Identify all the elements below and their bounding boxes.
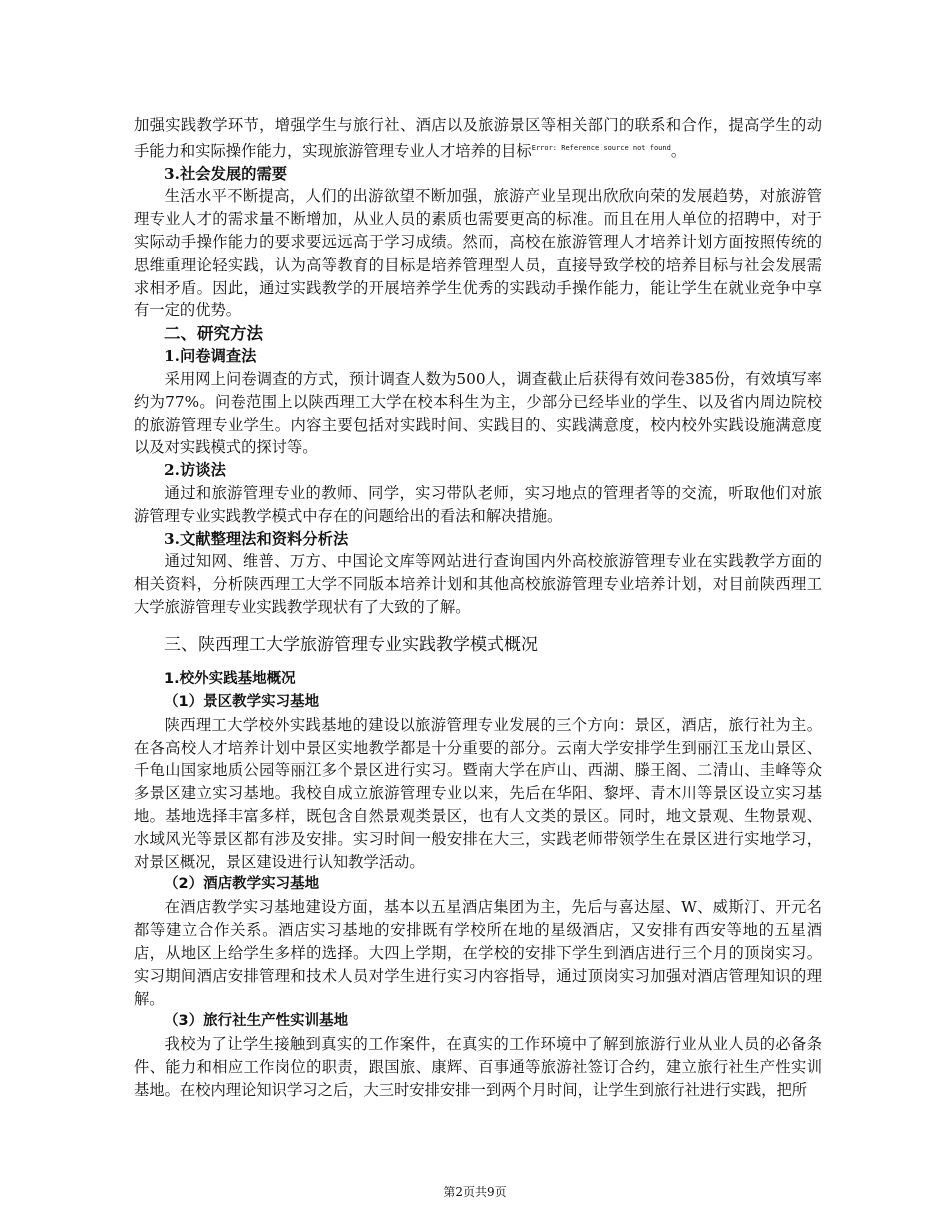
- paragraph-agency-base: 我校为了让学生接触到真实的工作案件，在真实的工作环境中了解到旅游行业从业人员的必备条件、能力和相应工作岗位的职责，跟国旅、康辉、百事通等旅游社签订合约，建立旅行社生产性实训基地。在校内理论知识学习之后，大三时安排安排一到两个月时间，让学生到旅行社进行实践，把所: [134, 1035, 822, 1099]
- reference-error: Error: Reference source not found: [531, 143, 671, 152]
- paragraph-interview: 通过和旅游管理专业的教师、同学，实习带队老师，实习地点的管理者等的交流，听取他们对旅游管理专业实践教学模式中存在的问题给出的看法和解决措施。: [134, 483, 822, 525]
- heading-agency-base: （3）旅行社生产性实训基地: [164, 1013, 349, 1030]
- heading-social-needs: 3.社会发展的需要: [164, 164, 288, 183]
- page-footer: [0, 1184, 950, 1200]
- page-body: [134, 114, 822, 1102]
- heading-research-methods: 二、研究方法: [164, 324, 263, 344]
- paragraph-end: 。: [670, 141, 687, 160]
- heading-scenic-base: （1）景区教学实习基地: [164, 693, 320, 710]
- page-number: 第2页共9页: [443, 1185, 507, 1199]
- heading-offcampus-base: 1.校外实践基地概况: [164, 670, 296, 687]
- heading-survey: 1.问卷调查法: [164, 347, 257, 366]
- paragraph-hotel-base: 在酒店教学实习基地建设方面，基本以五星酒店集团为主，先后与喜达屋、W、威斯汀、开元名都等建立合作关系。酒店实习基地的安排既有学校所在地的星级酒店，又安排有西安等地的五星酒店，从地区上给学生多样的选择。大四上学期，在学校的安排下学生到酒店进行三个月的顶岗实习。实习期间酒店安排管理和技术人员对学生进行实习内容指导，通过顶岗实习加强对酒店管理知识的理解。: [134, 898, 822, 1008]
- paragraph-survey: 采用网上问卷调查的方式，预计调查人数为500人，调查截止后获得有效问卷385份，有效填写率约为77%。问卷范围上以陕西理工大学在校本科生为主，少部分已经毕业的学生、以及省内周边院校的旅游管理专业学生。内容主要包括对实践时间、实践目的、实践满意度，校内校外实践设施满意度以及对实践模式的探讨等。: [134, 369, 822, 457]
- heading-section-three: 三、陕西理工大学旅游管理专业实践教学模式概况: [164, 634, 538, 655]
- paragraph-social-needs: 生活水平不断提高，人们的出游欲望不断加强，旅游产业呈现出欣欣向荣的发展趋势，对旅游管理专业人才的需求量不断增加，从业人员的素质也需要更高的标准。而且在用人单位的招聘中，对于实际动手操作能力的要求要远远高于学习成绩。然而，高校在旅游管理人才培养计划方面按照传统的思维重理论轻实践，认为高等教育的目标是培养管理型人员，直接导致学校的培养目标与社会发展需求相矛盾。因此，通过实践教学的开展培养学生优秀的实践动手操作能力，能让学生在就业竞争中享有一定的优势。: [134, 187, 822, 320]
- paragraph-continued: [134, 114, 822, 163]
- paragraph-text: 加强实践教学环节，增强学生与旅行社、酒店以及旅游景区等相关部门的联系和合作，提高学生的动手能力和实际操作能力，实现旅游管理专业人才培养的目标: [134, 116, 822, 160]
- paragraph-scenic-base: 陕西理工大学校外实践基地的建设以旅游管理专业发展的三个方向：景区，酒店，旅行社为主。在各高校人才培养计划中景区实地教学都是十分重要的部分。云南大学安排学生到丽江玉龙山景区、千龟山国家地质公园等丽江多个景区进行实习。暨南大学在庐山、西湖、滕王阁、二清山、圭峰等众多景区建立实习基地。我校自成立旅游管理专业以来，先后在华阳、黎坪、青木川等景区设立实习基地。基地选择丰富多样，既包含自然景观类景区，也有人文类的景区。同时，地文景观、生物景观、水域风光等景区都有涉及安排。实习时间一般安排在大三，实践老师带领学生在景区进行实地学习，对景区概况，景区建设进行认知教学活动。: [134, 715, 822, 871]
- heading-hotel-base: （2）酒店教学实习基地: [164, 876, 320, 893]
- heading-interview: 2.访谈法: [164, 461, 226, 480]
- paragraph-literature: 通过知网、维普、万方、中国论文库等网站进行查询国内外高校旅游管理专业在实践教学方面的相关资料，分析陕西理工大学不同版本培养计划和其他高校旅游管理专业培养计划，对目前陕西理工大学旅游管理专业实践教学现状有了大致的了解。: [134, 552, 822, 616]
- heading-literature: 3.文献整理法和资料分析法: [164, 529, 349, 548]
